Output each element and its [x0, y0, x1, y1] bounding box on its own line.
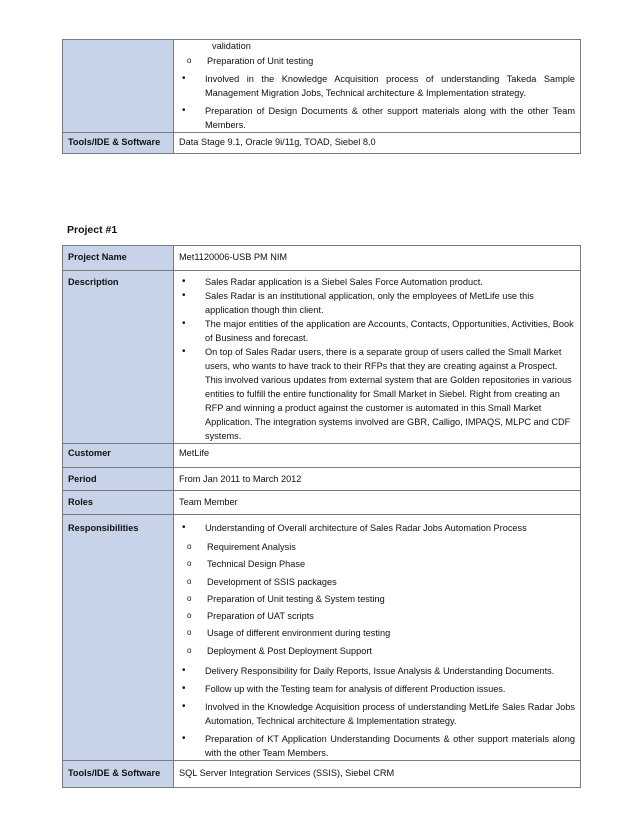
- description-cell: [174, 271, 581, 444]
- previous-project-table: [62, 39, 581, 154]
- tools-label: Tools/IDE & Software: [63, 760, 174, 787]
- project-heading: Project #1: [67, 224, 118, 236]
- list-item: • Involved in the Knowledge Acquisition process of understanding MetLife Sales Radar Jobs Automation, Technical architecture & Implementation strategy.: [179, 700, 575, 728]
- list-item: • Follow up with the Testing team for analysis of different Production issues.: [179, 682, 575, 696]
- description-row: [63, 271, 581, 444]
- tools-label: Tools/IDE & Software: [63, 133, 174, 154]
- period-row: [63, 468, 581, 491]
- roles-label: Roles: [63, 491, 174, 515]
- list-item: • Involved in the Knowledge Acquisition process of understanding Takeda Sample Management Migration Jobs, Technical architecture & Implementation strategy.: [179, 72, 575, 100]
- list-item: • Sales Radar is an institutional application, only the employees of MetLife use this application though thin client.: [179, 289, 575, 317]
- responsibilities-row: [63, 515, 581, 761]
- list-item: o Preparation of UAT scripts: [179, 609, 575, 623]
- project-table: [62, 245, 581, 788]
- description-label: Description: [63, 271, 174, 444]
- period-value: From Jan 2011 to March 2012: [174, 468, 581, 491]
- project-name-value: Met1120006-USB PM NIM: [174, 246, 581, 271]
- roles-value: Team Member: [174, 491, 581, 515]
- responsibilities-continued-cell: [174, 40, 581, 133]
- project-name-row: [63, 246, 581, 271]
- tools-value: Data Stage 9.1, Oracle 9i/11g, TOAD, Siebel 8.0: [174, 133, 581, 154]
- list-item: • Preparation of Design Documents & other support materials along with the other Team Members.: [179, 104, 575, 132]
- list-item: • Preparation of KT Application Understanding Documents & other support materials along with the other Team Members.: [179, 732, 575, 760]
- list-item: o Preparation of Unit testing: [179, 54, 575, 68]
- customer-value: MetLife: [174, 444, 581, 468]
- list-item: • On top of Sales Radar users, there is a separate group of users called the Small Market users, who wants to have track to their RFPs that they are creating against a Prospect. This involved various updates from external system that are Golden repositories in various entities to fulfill the entire functionality for Small Market in Siebel. Right from creating an RFP and winning a product against the customer is automated in this Small Market Application. The integration systems involved are GBR, Calligo, IMPAQS, MLPC and CDF systems.: [179, 345, 575, 443]
- list-item: o Technical Design Phase: [179, 557, 575, 571]
- period-label: Period: [63, 468, 174, 491]
- list-item: • Delivery Responsibility for Daily Reports, Issue Analysis & Understanding Documents.: [179, 664, 575, 678]
- list-item: o Preparation of Unit testing & System testing: [179, 592, 575, 606]
- responsibilities-cell: [174, 515, 581, 761]
- project-name-label: Project Name: [63, 246, 174, 271]
- customer-label: Customer: [63, 444, 174, 468]
- list-item: o Deployment & Post Deployment Support: [179, 644, 575, 658]
- list-item: • Understanding of Overall architecture of Sales Radar Jobs Automation Process: [179, 521, 575, 535]
- empty-label-cell: [63, 40, 174, 133]
- tools-value: SQL Server Integration Services (SSIS), Siebel CRM: [174, 760, 581, 787]
- list-item: • The major entities of the application are Accounts, Contacts, Opportunities, Activities, Book of Business and forecast.: [179, 317, 575, 345]
- list-item: • Sales Radar application is a Siebel Sales Force Automation product.: [179, 275, 575, 289]
- continued-text: validation: [212, 41, 251, 51]
- roles-row: [63, 491, 581, 515]
- list-item: o Requirement Analysis: [179, 540, 575, 554]
- tools-row: [63, 133, 581, 154]
- list-item: o Development of SSIS packages: [179, 575, 575, 589]
- responsibilities-label: Responsibilities: [63, 515, 174, 761]
- customer-row: [63, 444, 581, 468]
- responsibilities-continued-row: [63, 40, 581, 133]
- tools-row: [63, 760, 581, 787]
- list-item: o Usage of different environment during testing: [179, 626, 575, 640]
